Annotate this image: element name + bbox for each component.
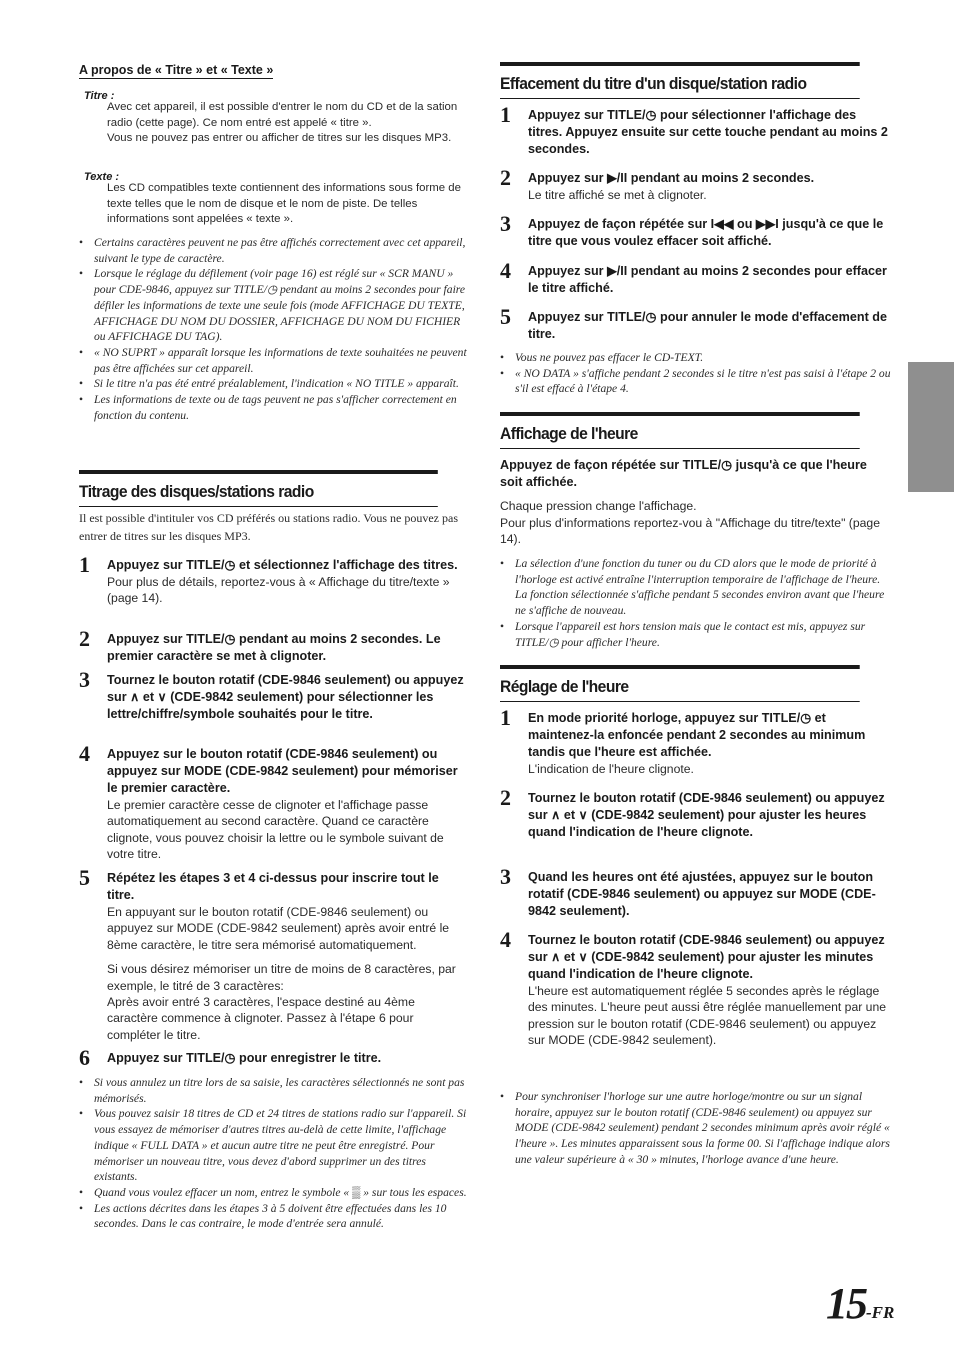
note-item: • La sélection d'une fonction du tuner ou du CD alors que le mode de priorité à l'horloge est activé entraîne l'interruption temporaire de l'affichage de l'heure. La fonction sélectionnée s'affiche pendant 5 secondes environ avant que l'heure ne s'affiche de nouveau. xyxy=(500,556,891,619)
note-item: • « NO DATA » s'affiche pendant 2 secondes si le titre n'est pas saisi à l'étape 2 ou s'il est effacé à l'étape 4. xyxy=(500,366,891,397)
note-item: • Les actions décrites dans les étapes 3 à 5 doivent être effectuées dans les 10 secondes. Dans le cas contraire, le mode d'entrée sera annulé. xyxy=(79,1201,469,1232)
titre-body: Avec cet appareil, il est possible d'entrer le nom du CD et de la sation radio (cette page). Ce nom entré est appelé « titre ». Vous ne pouvez pas entrer ou afficher de titres sur les disques MP3. xyxy=(107,101,458,144)
affichage-heading-block xyxy=(500,412,891,449)
note-item: • Certains caractères peuvent ne pas être affichés correctement avec cet appareil, suivant le type de caractère. xyxy=(79,235,469,266)
titrage-step-5: 5 Répétez les étapes 3 et 4 ci-dessus pour inscrire tout le titre. En appuyant sur le bouton rotatif (CDE-9846 seulement) ou appuyez sur MODE (CDE-9842 seulement) après avoir entré le 8ème caractère, le titre sera mémorisé automatiquement. Si vous désirez mémoriser un titre de moins de 8 caractères, par exemple, le titré de 3 caractères: Après avoir entré 3 caractères, l'espace destiné au 4ème caractère commence à clignoter. Passez à l'étape 6 pour compléter le titre. xyxy=(79,865,456,1042)
note-item: • Si vous annulez un titre lors de sa saisie, les caractères sélectionnés ne sont pas mémorisés. xyxy=(79,1075,469,1106)
reglage-step-4: 4 Tournez le bouton rotatif (CDE-9846 seulement) ou appuyez sur ∧ et ∨ (CDE-9842 seulement) pour ajuster les minutes quand l'indication de l'heure clignote. L'heure est automatiquement réglée 5 secondes après le réglage des minutes. L'heure peut aussi être réglée manuellement par une pression sur le bouton rotatif (CDE-9846 seulement) ou appuyez sur MODE (CDE-9842 seulement). xyxy=(500,927,887,1048)
language-tab-marker xyxy=(908,362,954,492)
texte-label: Texte : xyxy=(84,171,120,183)
reglage-step-2: 2 Tournez le bouton rotatif (CDE-9846 seulement) ou appuyez sur ∧ et ∨ (CDE-9842 seulement) pour ajuster les heures quand l'indication de l'heure clignote. xyxy=(500,785,885,839)
note-item: • « NO SUPRT » apparaît lorsque les informations de texte souhaitées ne peuvent pas être affichées sur cet appareil. xyxy=(79,345,469,376)
titrage-step-3: 3 Tournez le bouton rotatif (CDE-9846 seulement) ou appuyez sur ∧ et ∨ (CDE-9842 seulement) pour sélectionner les lettre/chiffre/symbole souhaités pour le titre. xyxy=(79,667,464,721)
reglage-notes xyxy=(500,1089,891,1168)
page-number xyxy=(826,1278,894,1329)
titrage-step-6: 6 Appuyez sur TITLE/◷ pour enregistrer le titre. xyxy=(79,1045,382,1070)
titrage-step-2: 2 Appuyez sur TITLE/◷ pendant au moins 2 secondes. Le premier caractère se met à clignoter. xyxy=(79,626,441,663)
affichage-notes xyxy=(500,556,891,650)
note-item: • Pour synchroniser l'horloge sur une autre horloge/montre ou sur un signal horaire, appuyez sur le bouton rotatif (CDE-9846 seulement) ou appuyez sur MODE (CDE-9842 seulement) pendant 2 secondes minimum après avoir réglé « l'heure ». Les minutes apparaissent sous la forme 00. Si l'affichage indique alors une valeur supérieure à « 30 » minutes, l'horloge avance d'une heure. xyxy=(500,1089,891,1168)
titrage-step-1: 1 Appuyez sur TITLE/◷ et sélectionnez l'affichage des titres. Pour plus de détails, reportez-vous à « Affichage du titre/texte » (page 14). xyxy=(79,552,458,606)
note-item: • Vous ne pouvez pas effacer le CD-TEXT. xyxy=(500,350,891,366)
titrage-notes xyxy=(79,1075,469,1232)
about-title: A propos de « Titre » et « Texte » xyxy=(79,63,274,77)
effacement-heading-block xyxy=(500,62,891,99)
note-item: • Si le titre n'a pas été entré préalablement, l'indication « NO TITLE » apparaît. xyxy=(79,376,469,392)
note-item: • Vous pouvez saisir 18 titres de CD et 24 titres de stations radio sur l'appareil. Si vous essayez de mémoriser d'autres titres au-delà de cette limite, l'affichage indique « FULL DATA » et aucun autre titre ne peut être enregistré. Pour mémoriser un nouveau titre, vous devez d'abord supprimer un des titres existants. xyxy=(79,1106,469,1185)
reglage-heading-block xyxy=(500,665,891,702)
titrage-intro: Il est possible d'intituler vos CD préférés ou stations radio. Vous ne pouvez pas entrer de titres sur les disques MP3. xyxy=(79,511,458,543)
effacement-notes xyxy=(500,350,891,397)
affichage-intro: Appuyez de façon répétée sur TITLE/◷ jusqu'à ce que l'heure soit affichée. xyxy=(500,458,867,489)
effacement-step-3: 3 Appuyez de façon répétée sur I◀◀ ou ▶▶I jusqu'à ce que le titre que vous voulez effacer soit affiché. xyxy=(500,211,884,248)
effacement-step-1: 1 Appuyez sur TITLE/◷ pour sélectionner l'affichage des titres. Appuyez ensuite sur cette touche pendant au moins 2 secondes. xyxy=(500,102,888,156)
about-section xyxy=(79,61,469,79)
reglage-step-3: 3 Quand les heures ont été ajustées, appuyez sur le bouton rotatif (CDE-9846 seulement) ou appuyez sur MODE (CDE-9842 seulement). xyxy=(500,864,876,918)
texte-body: Les CD compatibles texte contiennent des informations sous forme de texte telles que le nom de disque et le nom de piste. De telles informations sont appelées « texte ». xyxy=(107,182,461,225)
section-heading: Réglage de l'heure xyxy=(500,665,860,702)
page-number-suffix: -FR xyxy=(866,1303,895,1322)
note-item: • Lorsque le réglage du défilement (voir page 16) est réglé sur « SCR MANU » pour CDE-9846, appuyez sur TITLE/◷ pendant au moins 2 secondes pour faire défiler les informations de texte une seule fois (mode AFFICHAGE DU TEXTE, AFFICHAGE DU NOM DU DOSSIER, AFFICHAGE DU NOM DU FICHIER ou AFFICHAGE DU TAG). xyxy=(79,266,469,345)
section-heading: Titrage des disques/stations radio xyxy=(79,470,438,507)
page-number-value: 15 xyxy=(826,1279,866,1328)
titrage-heading-block xyxy=(79,470,469,507)
note-item: • Lorsque l'appareil est hors tension mais que le contact est mis, appuyez sur TITLE/◷ pour afficher l'heure. xyxy=(500,619,891,650)
effacement-step-4: 4 Appuyez sur ▶/II pendant au moins 2 secondes pour effacer le titre affiché. xyxy=(500,258,887,295)
affichage-body: Chaque pression change l'affichage. Pour plus d'informations reportez-vou à "Affichage du titre/texte" (page 14). xyxy=(500,499,880,546)
titre-label: Titre : xyxy=(84,90,115,102)
effacement-step-5: 5 Appuyez sur TITLE/◷ pour annuler le mode d'effacement de titre. xyxy=(500,304,887,341)
about-notes xyxy=(79,235,469,423)
reglage-step-1: 1 En mode priorité horloge, appuyez sur TITLE/◷ et maintenez-la enfoncée pendant 2 secondes au minimum tandis que l'heure est affichée. L'indication de l'heure clignote. xyxy=(500,705,866,776)
titrage-step-4: 4 Appuyez sur le bouton rotatif (CDE-9846 seulement) ou appuyez sur MODE (CDE-9842 seulement) pour mémoriser le premier caractère. Le premier caractère cesse de clignoter et l'affichage passe automatiquement au second caractère. Quand ce caractère clignote, vous pouvez choisir la lettre ou le symbole suivant de votre titre. xyxy=(79,741,458,862)
effacement-step-2: 2 Appuyez sur ▶/II pendant au moins 2 secondes. Le titre affiché se met à clignoter. xyxy=(500,165,815,202)
section-heading: Affichage de l'heure xyxy=(500,412,860,449)
section-heading: Effacement du titre d'un disque/station radio xyxy=(500,62,860,99)
note-item: • Quand vous voulez effacer un nom, entrez le symbole « ▒ » sur tous les espaces. xyxy=(79,1185,469,1201)
note-item: • Les informations de texte ou de tags peuvent ne pas s'afficher correctement en fonction du contenu. xyxy=(79,392,469,423)
